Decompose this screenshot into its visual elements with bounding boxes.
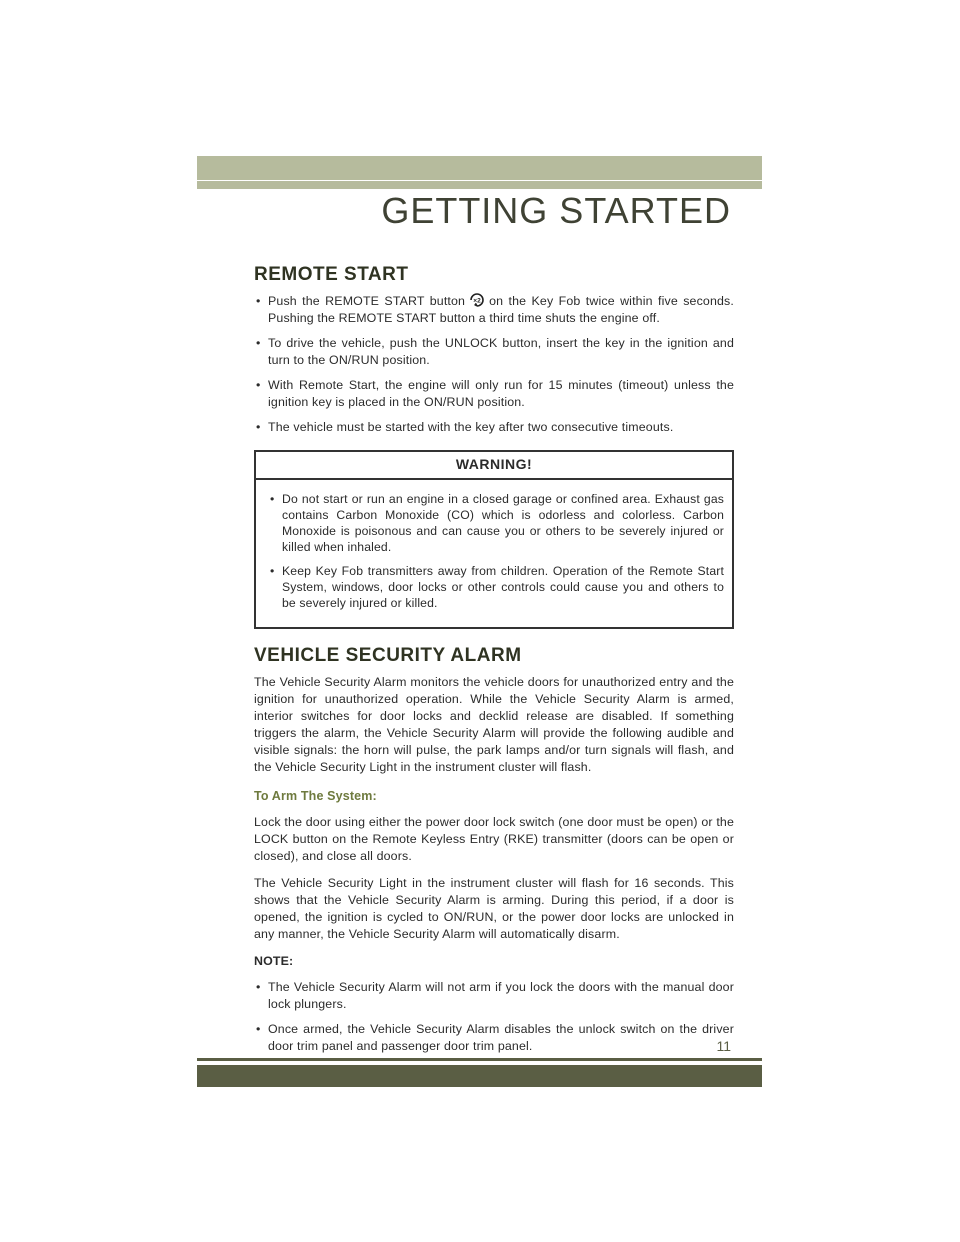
list-item: • Once armed, the Vehicle Security Alarm disables the unlock switch on the driver door trim panel and passenger door trim panel. xyxy=(254,1021,734,1055)
alarm-intro: The Vehicle Security Alarm monitors the vehicle doors for unauthorized entry and the ignition for unauthorized operation. While the Vehicle Security Alarm is armed, interior switches for door locks and decklid release are disabled. If something triggers the alarm, the Vehicle Security Alarm will provide the following audible and visible signals: the horn will pulse, the park lamps and/or turn signals will flash, and the Vehicle Security Light in the instrument cluster will flash. xyxy=(254,675,734,774)
warning-box xyxy=(254,450,734,629)
note-list xyxy=(254,979,734,1055)
footer-bar xyxy=(197,1065,762,1087)
bullet1-text-after: on the Key Fob twice within five seconds. Pushing the REMOTE START button a third time shuts the engine off. xyxy=(268,294,734,325)
footer-rule xyxy=(197,1058,762,1061)
svg-text:×2: ×2 xyxy=(473,297,482,305)
remote-start-heading: REMOTE START xyxy=(254,264,409,285)
header-bar xyxy=(197,156,762,180)
arm-paragraph-1: Lock the door using either the power door lock switch (one door must be open) or the LOCK button on the Remote Keyless Entry (RKE) transmitter (doors can be open or closed), and close all doors. xyxy=(254,815,734,863)
list-item: • The Vehicle Security Alarm will not arm if you lock the doors with the manual door lock plungers. xyxy=(254,979,734,1013)
bullet1-text-before: Push the REMOTE START button xyxy=(268,294,466,308)
section-title: GETTING STARTED xyxy=(381,190,731,231)
arm-paragraph-2: The Vehicle Security Light in the instrument cluster will flash for 16 seconds. This shows that the Vehicle Security Alarm is arming. During this period, if a door is opened, the ignition is cycled to ON/RUN, or the power door locks are unlocked in any manner, the Vehicle Security Alarm will automatically disarm. xyxy=(254,876,734,941)
list-item: • Keep Key Fob transmitters away from children. Operation of the Remote Start System, windows, door locks or other controls could cause you and others to be severely injured or killed. xyxy=(268,563,724,611)
list-item: • Do not start or run an engine in a closed garage or confined area. Exhaust gas contains Carbon Monoxide (CO) which is odorless and colorless. Carbon Monoxide is poisonous and can cause you or others to be severely injured or killed when inhaled. xyxy=(268,491,724,555)
list-item: • To drive the vehicle, push the UNLOCK button, insert the key in the ignition and turn to the ON/RUN position. xyxy=(254,335,734,369)
list-item xyxy=(254,293,734,327)
remote-start-list xyxy=(254,293,734,436)
header-bar-stripe xyxy=(197,181,762,189)
arm-system-heading: To Arm The System: xyxy=(254,789,377,803)
warning-body xyxy=(256,480,732,627)
list-item: • With Remote Start, the engine will only run for 15 minutes (timeout) unless the ignition key is placed in the ON/RUN position. xyxy=(254,377,734,411)
warning-list xyxy=(268,491,724,611)
list-item: • The vehicle must be started with the key after two consecutive timeouts. xyxy=(254,419,734,436)
warning-title: WARNING! xyxy=(256,452,732,480)
note-label: NOTE: xyxy=(254,954,294,968)
page-content xyxy=(254,266,734,1063)
remote-start-x2-icon xyxy=(469,293,485,307)
alarm-heading: VEHICLE SECURITY ALARM xyxy=(254,645,522,666)
page-number: 11 xyxy=(716,1038,731,1054)
